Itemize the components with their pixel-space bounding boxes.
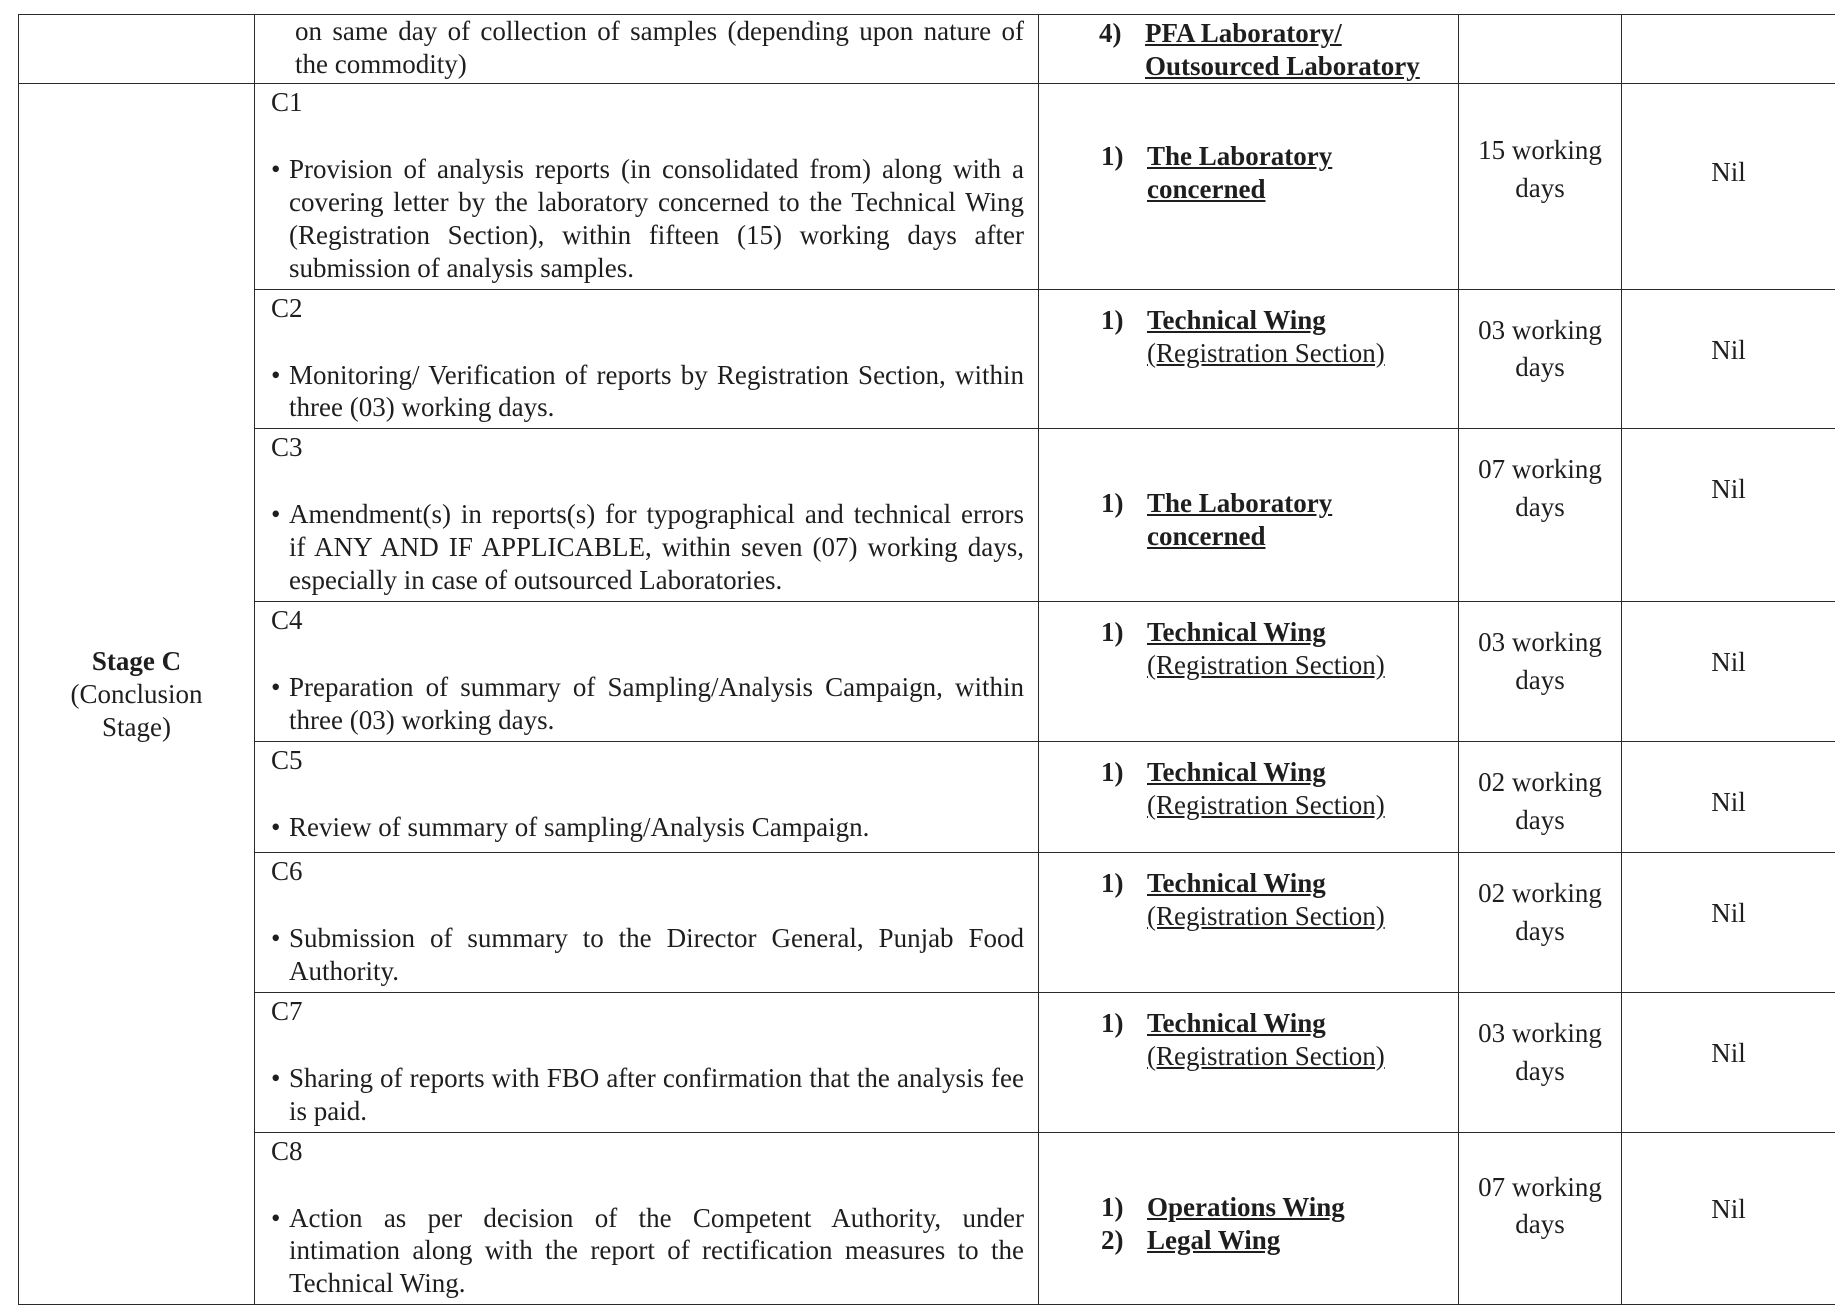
time-text: 03 working days <box>1475 624 1605 700</box>
description-text: Provision of analysis reports (in consolidated from) along with a covering letter by the laboratory concerned to the Technical Wing (Registration Section), within fifteen (15) working days after submission of analysis samples. <box>289 153 1024 285</box>
description-bullet <box>271 1202 1024 1301</box>
description-cell <box>255 1132 1039 1305</box>
bullet-icon: • <box>271 1062 289 1128</box>
responsible-number: 4) <box>1099 17 1145 83</box>
description-cell <box>255 83 1039 289</box>
fee-text: Nil <box>1711 787 1746 817</box>
description-bullet <box>271 359 1024 425</box>
responsible-number: 1) <box>1101 304 1147 370</box>
description-cell <box>255 992 1039 1132</box>
time-text: 07 working days <box>1475 451 1605 527</box>
responsible-item <box>1101 1191 1438 1224</box>
description-text: Preparation of summary of Sampling/Analysis Campaign, within three (03) working days. <box>289 671 1024 737</box>
time-cell <box>1459 289 1622 429</box>
responsible-item <box>1101 1007 1438 1073</box>
description-bullet <box>271 671 1024 737</box>
fee-text: Nil <box>1711 898 1746 928</box>
stage-subtitle: (Conclusion Stage) <box>19 678 254 744</box>
responsible-cell <box>1039 992 1459 1132</box>
description-text: Action as per decision of the Competent Authority, under intimation along with the report of rectification measures to the Technical Wing. <box>289 1202 1024 1301</box>
description-cell <box>255 429 1039 602</box>
description-text: on same day of collection of samples (depending upon nature of the commodity) <box>295 16 1024 79</box>
responsible-item <box>1101 304 1438 370</box>
step-code: C1 <box>271 86 1024 119</box>
time-text: 02 working days <box>1475 764 1605 840</box>
stage-cell-empty <box>19 15 255 84</box>
bullet-icon: • <box>271 153 289 285</box>
responsible-cell <box>1039 852 1459 992</box>
time-cell <box>1459 1132 1622 1305</box>
procedure-table <box>18 14 1835 1305</box>
responsible-cell <box>1039 289 1459 429</box>
responsible-item <box>1101 867 1438 933</box>
bullet-icon: • <box>271 498 289 597</box>
time-text: 03 working days <box>1475 312 1605 388</box>
responsible-number: 1) <box>1101 1191 1147 1224</box>
description-cell <box>255 602 1039 742</box>
fee-cell <box>1622 429 1835 602</box>
time-cell <box>1459 992 1622 1132</box>
table-row <box>19 1132 1835 1305</box>
time-cell-empty <box>1459 15 1622 84</box>
description-bullet <box>271 1062 1024 1128</box>
responsible-number: 2) <box>1101 1224 1147 1257</box>
bullet-icon: • <box>271 359 289 425</box>
responsible-cell <box>1039 602 1459 742</box>
responsible-name: Technical Wing <box>1147 868 1326 898</box>
fee-cell <box>1622 741 1835 852</box>
time-cell <box>1459 602 1622 742</box>
responsible-cell <box>1039 15 1459 84</box>
bullet-icon: • <box>271 811 289 844</box>
fee-text: Nil <box>1711 1194 1746 1224</box>
table-row <box>19 992 1835 1132</box>
fee-cell <box>1622 83 1835 289</box>
fee-cell <box>1622 1132 1835 1305</box>
step-code: C7 <box>271 995 1024 1028</box>
time-text: 15 working days <box>1475 132 1605 208</box>
step-code: C2 <box>271 292 1024 325</box>
stage-cell <box>19 83 255 1304</box>
fee-cell <box>1622 852 1835 992</box>
responsible-name: Legal Wing <box>1147 1225 1280 1255</box>
description-cell <box>255 15 1039 84</box>
responsible-section: (Registration Section) <box>1147 900 1438 933</box>
responsible-name: The Laboratory concerned <box>1147 141 1332 204</box>
step-code: C6 <box>271 855 1024 888</box>
responsible-number: 1) <box>1101 756 1147 822</box>
fee-text: Nil <box>1711 474 1746 504</box>
responsible-section: (Registration Section) <box>1147 789 1438 822</box>
responsible-cell <box>1039 429 1459 602</box>
responsible-item <box>1101 487 1438 553</box>
table-row <box>19 741 1835 852</box>
step-code: C5 <box>271 744 1024 777</box>
time-text: 07 working days <box>1475 1169 1605 1245</box>
table-row <box>19 429 1835 602</box>
time-cell <box>1459 429 1622 602</box>
time-cell <box>1459 83 1622 289</box>
description-cell <box>255 852 1039 992</box>
responsible-name: Technical Wing <box>1147 305 1326 335</box>
fee-cell-empty <box>1622 15 1835 84</box>
description-bullet <box>271 922 1024 988</box>
description-bullet <box>271 811 1024 844</box>
fee-cell <box>1622 289 1835 429</box>
time-text: 02 working days <box>1475 875 1605 951</box>
responsible-section: (Registration Section) <box>1147 337 1438 370</box>
responsible-number: 1) <box>1101 616 1147 682</box>
responsible-section: (Registration Section) <box>1147 649 1438 682</box>
responsible-cell <box>1039 1132 1459 1305</box>
bullet-icon: • <box>271 1202 289 1301</box>
table-row <box>19 83 1835 289</box>
description-text: Submission of summary to the Director General, Punjab Food Authority. <box>289 922 1024 988</box>
time-text: 03 working days <box>1475 1015 1605 1091</box>
table-row-continued <box>19 15 1835 84</box>
fee-text: Nil <box>1711 1038 1746 1068</box>
responsible-item <box>1099 17 1448 83</box>
fee-cell <box>1622 602 1835 742</box>
responsible-name: Technical Wing <box>1147 757 1326 787</box>
fee-cell <box>1622 992 1835 1132</box>
time-cell <box>1459 741 1622 852</box>
description-text: Amendment(s) in reports(s) for typographical and technical errors if ANY AND IF APPLICABLE, within seven (07) working days, especially in case of outsourced Laboratories. <box>289 498 1024 597</box>
stage-title: Stage C <box>19 645 254 678</box>
bullet-icon: • <box>271 671 289 737</box>
description-text: Sharing of reports with FBO after confirmation that the analysis fee is paid. <box>289 1062 1024 1128</box>
table-row <box>19 852 1835 992</box>
description-text: Review of summary of sampling/Analysis Campaign. <box>289 811 1024 844</box>
responsible-cell <box>1039 83 1459 289</box>
description-cell <box>255 741 1039 852</box>
responsible-number: 1) <box>1101 487 1147 553</box>
description-text: Monitoring/ Verification of reports by Registration Section, within three (03) working days. <box>289 359 1024 425</box>
step-code: C4 <box>271 604 1024 637</box>
fee-text: Nil <box>1711 157 1746 187</box>
fee-text: Nil <box>1711 335 1746 365</box>
responsible-item <box>1101 1224 1438 1257</box>
responsible-section: (Registration Section) <box>1147 1040 1438 1073</box>
responsible-item <box>1101 616 1438 682</box>
time-cell <box>1459 852 1622 992</box>
responsible-name: The Laboratory concerned <box>1147 488 1332 551</box>
responsible-item <box>1101 756 1438 822</box>
fee-text: Nil <box>1711 647 1746 677</box>
responsible-name: Technical Wing <box>1147 1008 1326 1038</box>
step-code: C3 <box>271 431 1024 464</box>
table-row <box>19 289 1835 429</box>
responsible-name: PFA Laboratory/ Outsourced Laboratory <box>1145 18 1420 81</box>
responsible-number: 1) <box>1101 140 1147 206</box>
bullet-icon: • <box>271 922 289 988</box>
responsible-number: 1) <box>1101 1007 1147 1073</box>
description-bullet <box>271 153 1024 285</box>
responsible-number: 1) <box>1101 867 1147 933</box>
responsible-item <box>1101 140 1438 206</box>
responsible-name: Operations Wing <box>1147 1192 1345 1222</box>
responsible-name: Technical Wing <box>1147 617 1326 647</box>
step-code: C8 <box>271 1135 1024 1168</box>
description-bullet <box>271 498 1024 597</box>
responsible-cell <box>1039 741 1459 852</box>
description-cell <box>255 289 1039 429</box>
table-row <box>19 602 1835 742</box>
